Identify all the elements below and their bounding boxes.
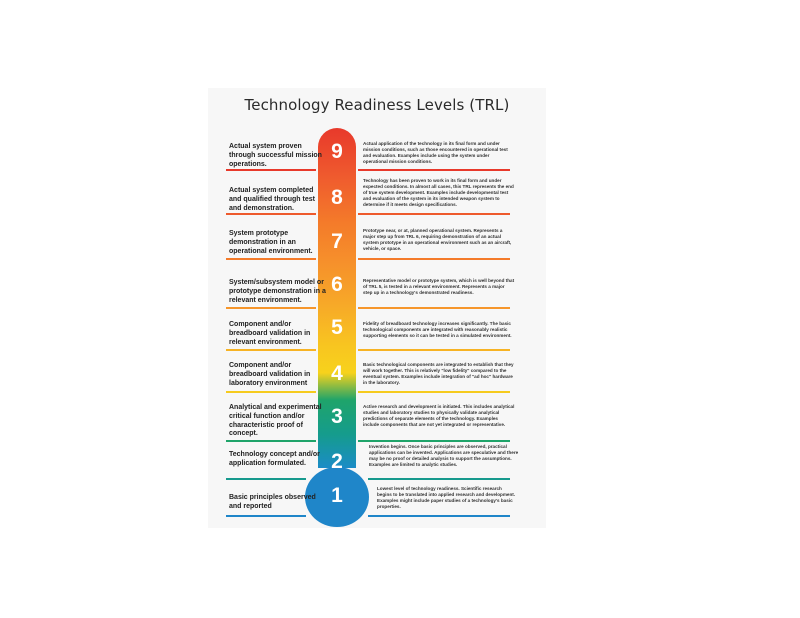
level-2-summary: Technology concept and/or application formulated. bbox=[229, 451, 320, 467]
level-2-description: Invention begins. Once basic principles are observed, practical applications can be invented. Applications are speculative and there may be no proof or detailed analysis to support the assumptions. Examples are limited to analytic studies. bbox=[369, 444, 519, 467]
level-3-description: Active research and development is initiated. This includes analytical studies and laboratory studies to physically validate analytical predictions of separate elements of the technology. Examples include components that are not yet integrated or representative. bbox=[363, 404, 515, 427]
level-9-left-divider bbox=[226, 169, 316, 171]
level-6-right-divider bbox=[358, 307, 510, 309]
level-7-number: 7 bbox=[331, 230, 343, 253]
level-1-summary: Basic principles observed and reported bbox=[229, 494, 316, 510]
level-3-number: 3 bbox=[331, 405, 343, 428]
level-3-left-divider bbox=[226, 440, 316, 442]
level-9-right-divider bbox=[358, 169, 510, 171]
level-6-left-divider bbox=[226, 307, 316, 309]
level-1-left-divider bbox=[226, 515, 306, 517]
level-4-left-divider bbox=[226, 391, 316, 393]
level-4-description: Basic technological components are integrated to establish that they will work together. This is relatively "low fidelity" compared to the eventual system. Examples include integration of "ad hoc" hardware in the laboratory. bbox=[363, 362, 514, 385]
level-6-description: Representative model or prototype system, which is well beyond that of TRL 5, is tested in a relevant environment. Represents a major step up in a technology's demonstrated readiness. bbox=[363, 278, 515, 295]
level-8-right-divider bbox=[358, 213, 510, 215]
level-9-summary: Actual system proven through successful mission operations. bbox=[229, 143, 322, 168]
level-1-description: Lowest level of technology readiness. Scientific research begins to be translated into applied research and development. Examples might include paper studies of a technology's basic properties. bbox=[377, 486, 516, 509]
level-9-number: 9 bbox=[331, 140, 343, 163]
level-4-summary: Component and/or breadboard validation in laboratory environment bbox=[229, 362, 311, 387]
level-4-number: 4 bbox=[331, 362, 343, 385]
level-5-left-divider bbox=[226, 349, 316, 351]
level-1-right-divider bbox=[368, 515, 510, 517]
level-7-description: Prototype near, or at, planned operational system. Represents a major step up from TRL 6, requiring demonstration of an actual system prototype in an operational environment such as an aircraft, vehicle, or space. bbox=[363, 228, 512, 251]
level-7-summary: System prototype demonstration in an operational environment. bbox=[229, 230, 313, 255]
level-5-description: Fidelity of breadboard technology increases significantly. The basic technological components are integrated with reasonably realistic supporting elements so it can be tested in a simulated environment. bbox=[363, 321, 512, 338]
level-5-number: 5 bbox=[331, 316, 343, 339]
level-7-left-divider bbox=[226, 258, 316, 260]
level-1-number: 1 bbox=[331, 484, 343, 507]
level-2-right-divider bbox=[368, 478, 510, 480]
level-3-summary: Analytical and experimental critical function and/or characteristic proof of concept. bbox=[229, 404, 322, 438]
page-title: Technology Readiness Levels (TRL) bbox=[244, 96, 510, 114]
level-6-number: 6 bbox=[331, 273, 343, 296]
level-5-summary: Component and/or breadboard validation in relevant environment. bbox=[229, 321, 311, 346]
level-2-number: 2 bbox=[331, 450, 343, 473]
level-6-summary: System/subsystem model or prototype demonstration in a relevant environment. bbox=[229, 279, 326, 304]
level-9-description: Actual application of the technology in its final form and under mission conditions, such as those encountered in operational test and evaluation. Examples include using the system under operational mission conditions. bbox=[363, 141, 508, 164]
level-8-description: Technology has been proven to work in its final form and under expected conditions. In almost all cases, this TRL represents the end of true system development. Examples include developmental test and evaluation of the system in its intended weapon system to determine if it meets design specifications. bbox=[363, 178, 514, 207]
level-4-right-divider bbox=[358, 391, 510, 393]
level-3-right-divider bbox=[358, 440, 510, 442]
level-7-right-divider bbox=[358, 258, 510, 260]
level-8-summary: Actual system completed and qualified through test and demonstration. bbox=[229, 187, 315, 212]
level-8-left-divider bbox=[226, 213, 316, 215]
level-5-right-divider bbox=[358, 349, 510, 351]
level-8-number: 8 bbox=[331, 186, 343, 209]
level-2-left-divider bbox=[226, 478, 306, 480]
